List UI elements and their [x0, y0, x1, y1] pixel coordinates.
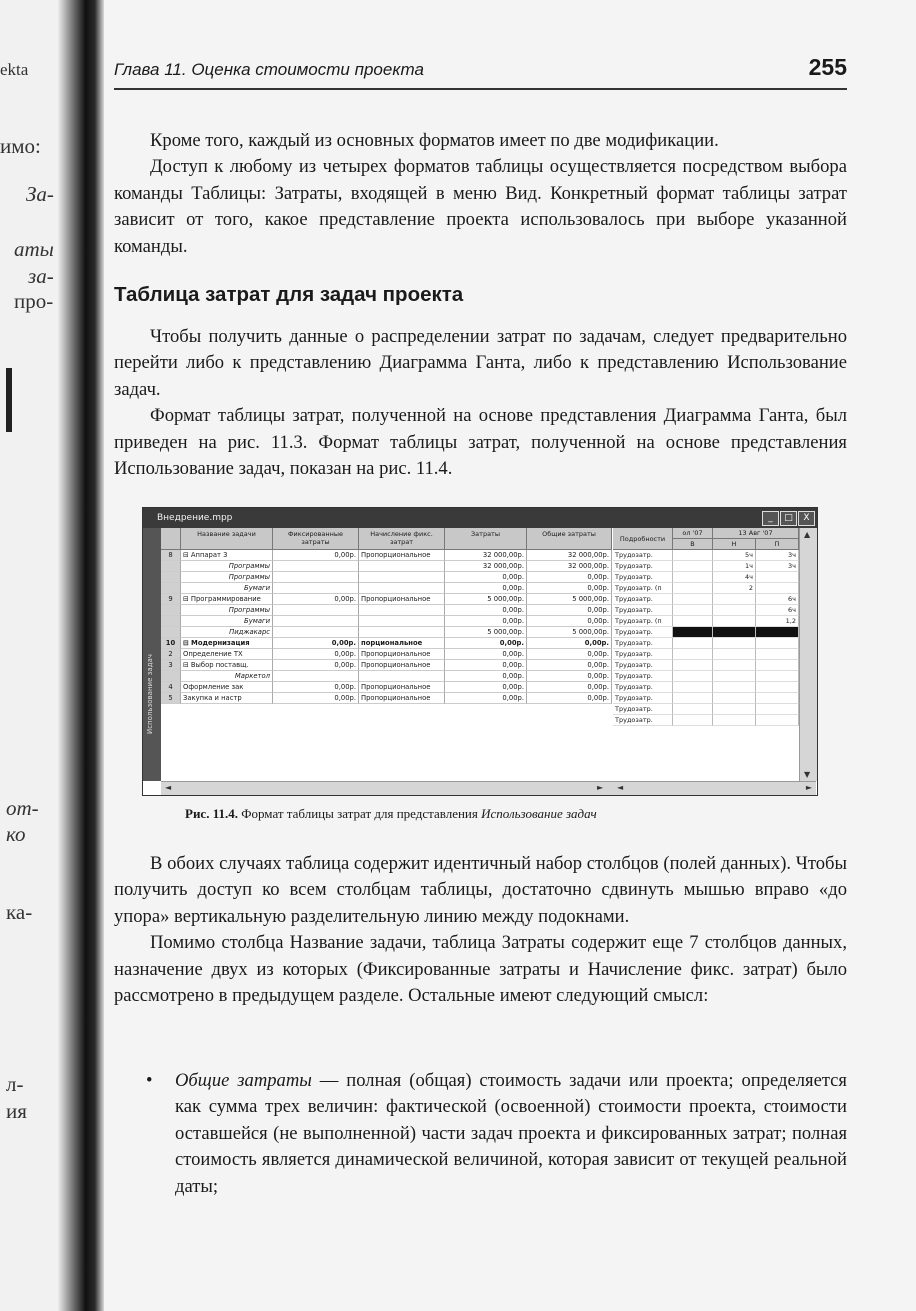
- usage-day-cell[interactable]: [673, 583, 713, 594]
- total-cost-cell[interactable]: 0,00р.: [527, 649, 612, 660]
- cost-accrual-cell[interactable]: [359, 671, 445, 682]
- column-header-fixed-cost[interactable]: Фиксированные затраты: [273, 528, 359, 550]
- column-header-total-cost[interactable]: Общие затраты: [527, 528, 612, 550]
- column-header-name[interactable]: Название задачи: [181, 528, 273, 550]
- task-name-cell[interactable]: ⊟ Выбор поставщ.: [181, 660, 273, 671]
- week-header: 13 Авг '07: [713, 528, 799, 539]
- prev-page-fragment: аты: [14, 237, 54, 261]
- usage-day-cell[interactable]: [713, 594, 756, 605]
- cost-accrual-cell[interactable]: Пропорциональное: [359, 649, 445, 660]
- term: Общие затраты: [175, 1070, 312, 1091]
- usage-day-cell[interactable]: [673, 572, 713, 583]
- usage-detail-cell[interactable]: Трудозатр.: [613, 638, 673, 649]
- column-header-accrual[interactable]: Начисление фикс. затрат: [359, 528, 445, 550]
- usage-day-cell[interactable]: [756, 693, 799, 704]
- total-cost-cell[interactable]: 0,00р.: [527, 638, 612, 649]
- cost-accrual-cell[interactable]: Пропорциональное: [359, 550, 445, 561]
- usage-day-cell[interactable]: [756, 671, 799, 682]
- usage-day-cell[interactable]: 3ч: [756, 550, 799, 561]
- usage-day-cell[interactable]: 5ч: [713, 550, 756, 561]
- day-header: В: [673, 539, 713, 550]
- list-item: [142, 1068, 847, 1200]
- row-id-cell[interactable]: 4: [161, 682, 181, 693]
- paragraph: Формат таблицы затрат, полученной на основе представления Диаграмма Ганта, был приведен на рис. 11.3. Формат таблицы затрат, полученной на основе представления Использование задач, показан на рис. 11.4.: [114, 405, 847, 480]
- usage-detail-cell[interactable]: Трудозатр.: [613, 693, 673, 704]
- cost-accrual-cell[interactable]: Пропорциональное: [359, 693, 445, 704]
- usage-day-cell[interactable]: 1ч: [713, 561, 756, 572]
- prev-page-fragment: имо:: [0, 134, 41, 158]
- usage-day-cell[interactable]: 3ч: [756, 561, 799, 572]
- fixed-cost-cell[interactable]: 0,00р.: [273, 638, 359, 649]
- total-cost-cell[interactable]: 0,00р.: [527, 660, 612, 671]
- task-name-cell[interactable]: Пиджакарс: [181, 627, 273, 638]
- cost-accrual-cell[interactable]: [359, 572, 445, 583]
- total-cost-cell[interactable]: 0,00р.: [527, 605, 612, 616]
- usage-day-cell[interactable]: [673, 660, 713, 671]
- row-id-cell[interactable]: 9: [161, 594, 181, 605]
- intro-text: [114, 128, 847, 260]
- total-cost-cell[interactable]: 0,00р.: [527, 682, 612, 693]
- row-id-cell[interactable]: [161, 572, 181, 583]
- usage-day-cell[interactable]: [673, 616, 713, 627]
- usage-day-cell[interactable]: 6ч: [756, 605, 799, 616]
- cost-cell[interactable]: 0,00р.: [445, 649, 527, 660]
- row-id-cell[interactable]: [161, 671, 181, 682]
- scroll-down-arrow-icon[interactable]: ▼: [804, 770, 811, 779]
- row-id-cell[interactable]: [161, 627, 181, 638]
- fixed-cost-cell[interactable]: 0,00р.: [273, 693, 359, 704]
- paragraph: Кроме того, каждый из основных форматов имеет по две модификации.: [150, 130, 719, 151]
- usage-detail-cell[interactable]: Трудозатр.: [613, 715, 673, 726]
- usage-detail-cell[interactable]: Трудозатр.: [613, 605, 673, 616]
- cost-accrual-cell[interactable]: Пропорциональное: [359, 594, 445, 605]
- prev-page-fragment: л-: [6, 1072, 24, 1096]
- fixed-cost-cell[interactable]: [273, 561, 359, 572]
- scroll-right-arrow-icon[interactable]: ►: [597, 783, 604, 792]
- bullet-marker: •: [146, 1070, 153, 1091]
- row-id-cell[interactable]: 5: [161, 693, 181, 704]
- usage-day-cell[interactable]: [673, 561, 713, 572]
- prev-page-figure-edge: [6, 368, 12, 432]
- usage-day-cell[interactable]: [756, 638, 799, 649]
- fixed-cost-cell[interactable]: [273, 616, 359, 627]
- minimize-button[interactable]: _: [762, 511, 779, 526]
- usage-day-cell[interactable]: [756, 649, 799, 660]
- usage-detail-cell[interactable]: Трудозатр.: [613, 682, 673, 693]
- paragraph: Чтобы получить данные о распределении затрат по задачам, следует предварительно перейти либо к представлению Диаграмма Ганта, либо к представлению Использование задач.: [114, 326, 847, 400]
- usage-detail-cell[interactable]: Трудозатр.: [613, 561, 673, 572]
- usage-day-cell[interactable]: [673, 627, 713, 638]
- cost-cell[interactable]: 0,00р.: [445, 616, 527, 627]
- cost-accrual-cell[interactable]: [359, 583, 445, 594]
- fixed-cost-cell[interactable]: 0,00р.: [273, 649, 359, 660]
- cost-accrual-cell[interactable]: Пропорциональное: [359, 660, 445, 671]
- fixed-cost-cell[interactable]: 0,00р.: [273, 682, 359, 693]
- total-cost-cell[interactable]: 0,00р.: [527, 671, 612, 682]
- day-header: П: [756, 539, 799, 550]
- cost-cell[interactable]: 0,00р.: [445, 583, 527, 594]
- definition: — полная (общая) стоимость задачи или проекта; определяется как сумма трех величин: фактической (освоенной) стоимости проекта, стоимости оставшейся (не выполненной) части задач проекта и фиксированных затрат; полная стоимость является динамической величиной, которая зависит от текущей реальной даты;: [175, 1070, 847, 1197]
- usage-day-cell[interactable]: [756, 715, 799, 726]
- week-header: ол '07: [673, 528, 713, 539]
- cost-accrual-cell[interactable]: [359, 627, 445, 638]
- column-header-id: [161, 528, 181, 550]
- usage-day-cell[interactable]: [673, 671, 713, 682]
- usage-day-cell[interactable]: [713, 627, 756, 638]
- paragraph: Помимо столбца Название задачи, таблица Затраты содержит еще 7 столбцов данных, назначение двух из которых (Фиксированные затраты и Начисление фикс. затрат) было рассмотрено в предыдущем разделе. Остальные имеют следующий смысл:: [114, 932, 847, 1007]
- cost-accrual-cell[interactable]: Пропорциональное: [359, 682, 445, 693]
- fixed-cost-cell[interactable]: [273, 671, 359, 682]
- total-cost-cell[interactable]: 0,00р.: [527, 616, 612, 627]
- page-header: [114, 54, 847, 90]
- usage-detail-cell[interactable]: Трудозатр.: [613, 671, 673, 682]
- cost-cell[interactable]: 0,00р.: [445, 638, 527, 649]
- paragraph: В обоих случаях таблица содержит идентичный набор столбцов (полей данных). Чтобы получить доступ ко всем столбцам таблицы, достаточно сдвинуть мышью вправо «до упора» вертикальную разделительную линию между подокнами.: [114, 853, 847, 927]
- row-id-cell[interactable]: [161, 616, 181, 627]
- task-name-cell[interactable]: ⊟ Модернизация: [181, 638, 273, 649]
- list-item-body: [175, 1068, 847, 1200]
- usage-detail-cell[interactable]: Трудозатр. (п: [613, 616, 673, 627]
- usage-day-cell[interactable]: [713, 704, 756, 715]
- horizontal-scrollbar[interactable]: [161, 781, 816, 795]
- usage-day-cell[interactable]: [713, 682, 756, 693]
- column-header-cost[interactable]: Затраты: [445, 528, 527, 550]
- window-titlebar: [143, 508, 817, 528]
- row-id-cell[interactable]: 8: [161, 550, 181, 561]
- caption-label: Рис. 11.4.: [185, 806, 238, 821]
- usage-day-cell[interactable]: [673, 715, 713, 726]
- cost-accrual-cell[interactable]: [359, 561, 445, 572]
- task-name-cell[interactable]: Закупка и настр: [181, 693, 273, 704]
- cost-cell[interactable]: 5 000,00р.: [445, 594, 527, 605]
- row-id-cell[interactable]: [161, 583, 181, 594]
- task-name-cell[interactable]: Программы: [181, 572, 273, 583]
- section-heading: Таблица затрат для задач проекта: [114, 283, 464, 306]
- total-cost-cell[interactable]: 32 000,00р.: [527, 561, 612, 572]
- usage-day-cell[interactable]: [673, 605, 713, 616]
- row-id-cell[interactable]: 10: [161, 638, 181, 649]
- usage-day-cell[interactable]: [713, 638, 756, 649]
- cost-cell[interactable]: 0,00р.: [445, 693, 527, 704]
- usage-day-cell[interactable]: [713, 660, 756, 671]
- bullet-list: [142, 1068, 847, 1200]
- prev-page-fragment: ко: [6, 822, 26, 846]
- cost-cell[interactable]: 0,00р.: [445, 660, 527, 671]
- usage-day-cell[interactable]: [713, 715, 756, 726]
- section-text: [114, 324, 847, 482]
- cost-cell[interactable]: 5 000,00р.: [445, 627, 527, 638]
- total-cost-cell[interactable]: 5 000,00р.: [527, 594, 612, 605]
- task-name-cell[interactable]: Программы: [181, 561, 273, 572]
- usage-day-cell[interactable]: [673, 649, 713, 660]
- row-id-cell[interactable]: 2: [161, 649, 181, 660]
- fixed-cost-cell[interactable]: [273, 627, 359, 638]
- usage-detail-cell[interactable]: Трудозатр.: [613, 627, 673, 638]
- prev-page-fragment: ия: [6, 1099, 27, 1123]
- usage-day-cell[interactable]: [673, 682, 713, 693]
- usage-detail-cell[interactable]: Трудозатр.: [613, 660, 673, 671]
- usage-day-cell[interactable]: 2: [713, 583, 756, 594]
- caption-view-name: Использование задач: [481, 806, 597, 821]
- scroll-left-arrow-icon[interactable]: ◄: [617, 783, 624, 792]
- task-name-cell[interactable]: Маркетол: [181, 671, 273, 682]
- usage-day-cell[interactable]: [713, 693, 756, 704]
- usage-day-cell[interactable]: [756, 704, 799, 715]
- scroll-left-arrow-icon[interactable]: ◄: [165, 783, 172, 792]
- view-bar-label: Использование задач: [146, 654, 154, 734]
- prev-page-fragment: от-: [6, 796, 39, 820]
- fixed-cost-cell[interactable]: 0,00р.: [273, 660, 359, 671]
- task-name-cell[interactable]: Бумаги: [181, 583, 273, 594]
- day-header: Н: [713, 539, 756, 550]
- prev-page-header-fragment: ekta: [0, 60, 29, 79]
- fixed-cost-cell[interactable]: [273, 583, 359, 594]
- total-cost-cell[interactable]: 5 000,00р.: [527, 627, 612, 638]
- task-name-cell[interactable]: Оформление зак: [181, 682, 273, 693]
- prev-page-fragment: За-: [26, 182, 54, 206]
- vertical-scrollbar[interactable]: [799, 528, 817, 781]
- fixed-cost-cell[interactable]: [273, 605, 359, 616]
- usage-day-cell[interactable]: 1,2: [756, 616, 799, 627]
- usage-day-cell[interactable]: [673, 594, 713, 605]
- maximize-button[interactable]: □: [780, 511, 797, 526]
- usage-day-cell[interactable]: 6ч: [756, 594, 799, 605]
- book-gutter: [58, 0, 104, 1311]
- usage-day-cell[interactable]: [756, 627, 799, 638]
- cost-accrual-cell[interactable]: [359, 616, 445, 627]
- running-title: Глава 11. Оценка стоимости проекта: [114, 60, 424, 79]
- usage-detail-cell[interactable]: Трудозатр. (п: [613, 583, 673, 594]
- scroll-right-arrow-icon[interactable]: ►: [805, 783, 812, 792]
- page-number: 255: [808, 54, 847, 80]
- task-name-cell[interactable]: Определение ТХ: [181, 649, 273, 660]
- scroll-up-arrow-icon[interactable]: ▲: [804, 530, 811, 539]
- usage-day-cell[interactable]: [756, 682, 799, 693]
- cost-cell[interactable]: 0,00р.: [445, 671, 527, 682]
- window-title: Внедрение.mpp: [157, 513, 233, 523]
- fixed-cost-cell[interactable]: 0,00р.: [273, 594, 359, 605]
- task-name-cell[interactable]: ⊟ Программирование: [181, 594, 273, 605]
- usage-day-cell[interactable]: [673, 638, 713, 649]
- row-id-cell[interactable]: [161, 605, 181, 616]
- usage-day-cell[interactable]: [756, 572, 799, 583]
- prev-page-fragment: за-: [28, 264, 54, 288]
- total-cost-cell[interactable]: 32 000,00р.: [527, 550, 612, 561]
- usage-detail-cell[interactable]: Трудозатр.: [613, 550, 673, 561]
- cost-cell[interactable]: 0,00р.: [445, 605, 527, 616]
- usage-detail-cell[interactable]: Трудозатр.: [613, 572, 673, 583]
- usage-day-cell[interactable]: [673, 704, 713, 715]
- cost-cell[interactable]: 0,00р.: [445, 572, 527, 583]
- total-cost-cell[interactable]: 0,00р.: [527, 693, 612, 704]
- paragraph: Доступ к любому из четырех форматов таблицы осуществляется посредством выбора команды Таблицы: Затраты, входящей в меню Вид. Конкретный формат таблицы затрат зависит от того, какое представление проекта использовалось при выборе указанной команды.: [114, 156, 847, 257]
- prev-page-fragment: ка-: [6, 900, 33, 924]
- usage-detail-cell[interactable]: Трудозатр.: [613, 649, 673, 660]
- usage-day-cell[interactable]: [713, 649, 756, 660]
- cost-cell[interactable]: 0,00р.: [445, 682, 527, 693]
- usage-day-cell[interactable]: [673, 550, 713, 561]
- row-id-cell[interactable]: 3: [161, 660, 181, 671]
- fixed-cost-cell[interactable]: [273, 572, 359, 583]
- usage-day-cell[interactable]: [756, 583, 799, 594]
- details-header: Подробности: [613, 528, 673, 550]
- task-name-cell[interactable]: Программы: [181, 605, 273, 616]
- view-bar: [143, 528, 161, 781]
- row-id-cell[interactable]: [161, 561, 181, 572]
- usage-day-cell[interactable]: [673, 693, 713, 704]
- usage-day-cell[interactable]: [713, 605, 756, 616]
- usage-day-cell[interactable]: [756, 660, 799, 671]
- body-text: [114, 851, 847, 1009]
- usage-day-cell[interactable]: [713, 671, 756, 682]
- caption-text: Формат таблицы затрат для представления: [237, 806, 482, 821]
- usage-day-cell[interactable]: 4ч: [713, 572, 756, 583]
- close-button[interactable]: X: [798, 511, 815, 526]
- fixed-cost-cell[interactable]: 0,00р.: [273, 550, 359, 561]
- total-cost-cell[interactable]: 0,00р.: [527, 572, 612, 583]
- task-name-cell[interactable]: Бумаги: [181, 616, 273, 627]
- total-cost-cell[interactable]: 0,00р.: [527, 583, 612, 594]
- prev-page-fragment: про-: [14, 289, 54, 313]
- usage-detail-cell[interactable]: Трудозатр.: [613, 704, 673, 715]
- figure-caption: [185, 806, 597, 822]
- usage-day-cell[interactable]: [713, 616, 756, 627]
- usage-detail-cell[interactable]: Трудозатр.: [613, 594, 673, 605]
- cost-cell[interactable]: 32 000,00р.: [445, 550, 527, 561]
- cost-cell[interactable]: 32 000,00р.: [445, 561, 527, 572]
- task-name-cell[interactable]: ⊟ Аппарат 3: [181, 550, 273, 561]
- cost-accrual-cell[interactable]: порциональное: [359, 638, 445, 649]
- figure-screenshot: [142, 507, 818, 796]
- cost-accrual-cell[interactable]: [359, 605, 445, 616]
